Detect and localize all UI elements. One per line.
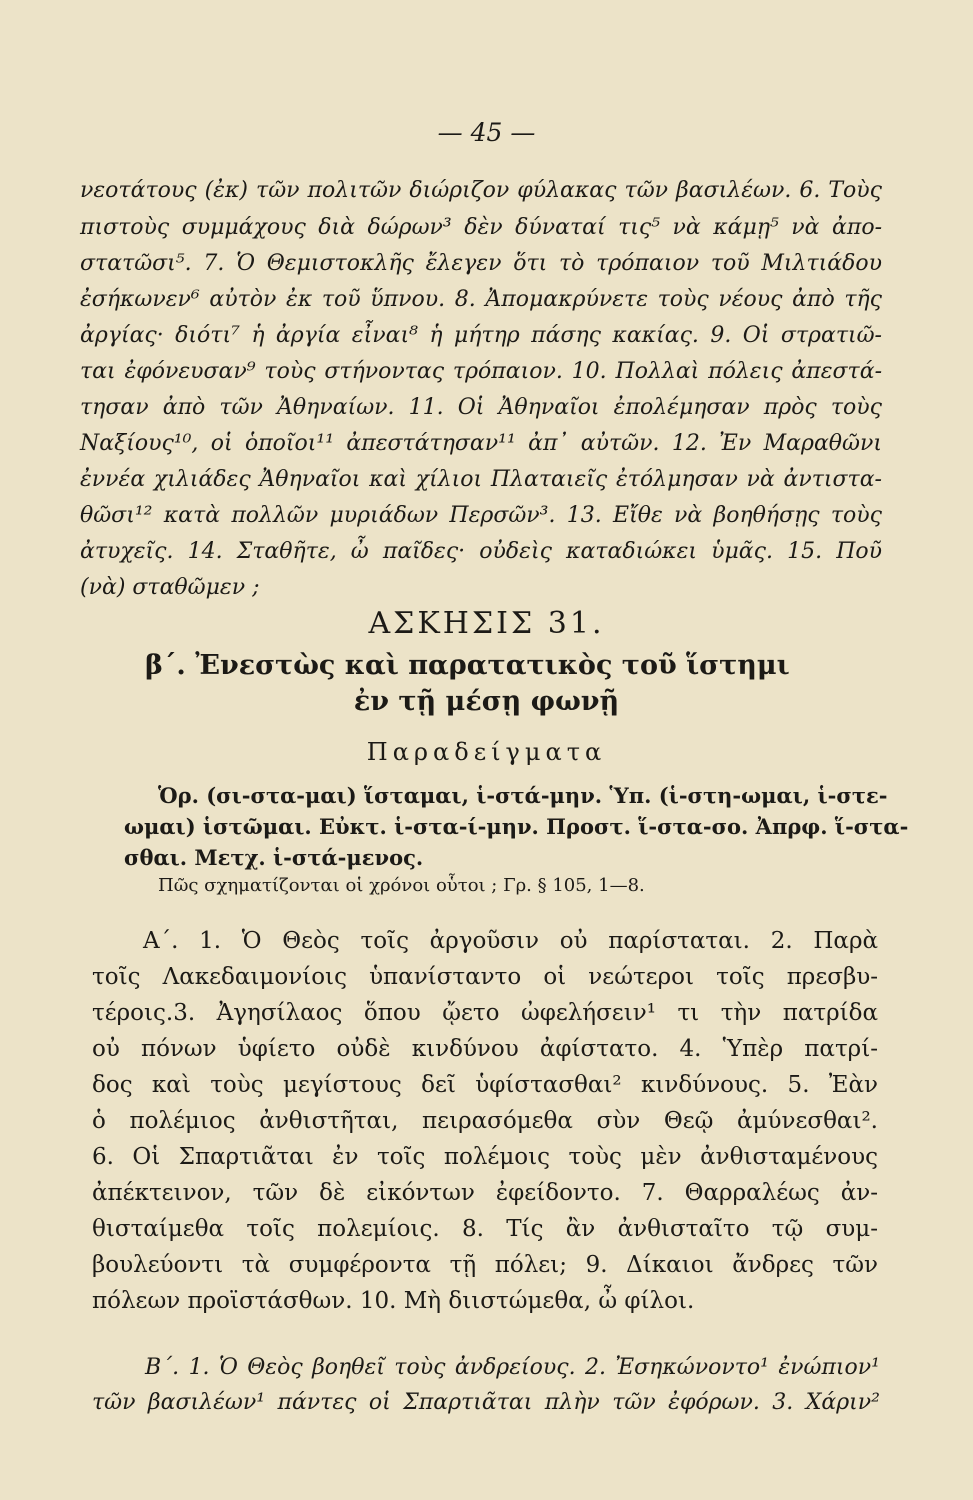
examples-heading: Παραδείγματα: [366, 738, 607, 766]
exercise-line: θισταίμεθα τοῖς πολεμίοις. 8. Τίς ἂν ἀνθισταῖτο τῷ συμ-: [92, 1216, 878, 1242]
exercise-line: Β΄. 1. Ὁ Θεὸς βοηθεῖ τοὺς ἀνδρείους. 2. Ἐσηκώνοντο¹ ἐνώπιον¹: [145, 1355, 880, 1380]
exercise-line: τῶν βασιλέων¹ πάντες οἱ Σπαρτιᾶται πλὴν τῶν ἐφόρων. 3. Χάριν²: [92, 1390, 880, 1415]
exercise-line: βουλεύοντι τὰ συμφέροντα τῇ πόλει; 9. Δίκαιοι ἄνδρες τῶν: [92, 1252, 878, 1278]
text-line: θῶσι¹² κατὰ πολλῶν μυριάδων Περσῶν³. 13. Εἴθε νὰ βοηθήσῃς τοὺς: [80, 503, 882, 528]
text-line: Ναξίους¹⁰, οἱ ὁποῖοι¹¹ ἀπεστάτησαν¹¹ ἀπ᾽ αὐτῶν. 12. Ἐν Μαραθῶνι: [80, 431, 882, 456]
text-line: ἐσήκωνεν⁶ αὐτὸν ἐκ τοῦ ὕπνου. 8. Ἀπομακρύνετε τοὺς νέους ἀπὸ τῆς: [80, 287, 882, 312]
exercise-line: ὁ πολέμιος ἀνθιστῆται, πειρασόμεθα σὺν Θεῷ ἀμύνεσθαι².: [92, 1108, 878, 1134]
exercise-line: δος καὶ τοὺς μεγίστους δεῖ ὑφίστασθαι² κινδύνους. 5. Ἐὰν: [92, 1072, 878, 1098]
text-line: ἐννέα χιλιάδες Ἀθηναῖοι καὶ χίλιοι Πλαταιεῖς ἐτόλμησαν νὰ ἀντιστα-: [80, 467, 882, 492]
text-line: (νὰ) σταθῶμεν ;: [80, 575, 260, 600]
exercise-line: 6. Οἱ Σπαρτιᾶται ἐν τοῖς πολέμοις τοὺς μὲν ἀνθισταμένους: [92, 1144, 878, 1170]
question-line: Πῶς σχηματίζονται οἱ χρόνοι οὗτοι ; Γρ. § 105, 1—8.: [158, 875, 645, 896]
exercise-line: ἀπέκτεινον, τῶν δὲ εἰκόντων ἐφείδοντο. 7. Θαρραλέως ἀν-: [92, 1180, 878, 1206]
text-line: ται ἐφόνευσαν⁹ τοὺς στήνοντας τρόπαιον. 10. Πολλαὶ πόλεις ἀπεστά-: [80, 359, 882, 384]
section-heading: β΄. Ἐνεστὼς καὶ παρατατικὸς τοῦ ἵστημι: [145, 650, 790, 681]
page-number: — 45 —: [437, 118, 536, 147]
text-line: στατῶσι⁵. 7. Ὁ Θεμιστοκλῆς ἔλεγεν ὅτι τὸ τρόπαιον τοῦ Μιλτιάδου: [80, 251, 882, 276]
exercise-line: τοῖς Λακεδαιμονίοις ὑπανίσταντο οἱ νεώτεροι τοῖς πρεσβυ-: [92, 964, 878, 990]
example-line: σθαι. Μετχ. ἱ-στά-μενος.: [124, 845, 424, 870]
exercise-line: τέροις.3. Ἀγησίλαος ὅπου ᾤετο ὠφελήσειν¹ τι τὴν πατρίδα: [92, 1000, 878, 1026]
text-line: πιστοὺς συμμάχους διὰ δώρων³ δὲν δύναταί τις⁵ νὰ κάμῃ⁵ νὰ ἀπο-: [80, 215, 882, 240]
exercise-line: Α΄. 1. Ὁ Θεὸς τοῖς ἀργοῦσιν οὐ παρίσταται. 2. Παρὰ: [143, 928, 878, 954]
example-line: ωμαι) ἱστῶμαι. Εὐκτ. ἱ-στα-ί-μην. Προστ. ἵ-στα-σο. Ἀπρφ. ἵ-στα-: [124, 814, 909, 839]
section-heading-sub: ἐν τῇ μέσῃ φωνῇ: [353, 686, 620, 717]
text-line: ἀτυχεῖς. 14. Σταθῆτε, ὦ παῖδες· οὐδεὶς καταδιώκει ὑμᾶς. 15. Ποῦ: [80, 539, 882, 564]
exercise-title: ΑΣΚΗΣΙΣ 31.: [368, 606, 605, 641]
exercise-line: οὐ πόνων ὑφίετο οὐδὲ κινδύνου ἀφίστατο. 4. Ὑπὲρ πατρί-: [92, 1036, 878, 1062]
text-line: νεοτάτους (ἐκ) τῶν πολιτῶν διώριζον φύλακας τῶν βασιλέων. 6. Τοὺς: [80, 178, 882, 203]
exercise-line: πόλεων προϊστάσθων. 10. Μὴ διιστώμεθα, ὦ φίλοι.: [92, 1288, 695, 1314]
text-line: ἀργίας· διότι⁷ ἡ ἀργία εἶναι⁸ ἡ μήτηρ πάσης κακίας. 9. Οἱ στρατιῶ-: [80, 323, 882, 348]
example-line: Ὁρ. (σι-στα-μαι) ἵσταμαι, ἱ-στά-μην. Ὑπ. (ἱ-στη-ωμαι, ἱ-στε-: [158, 783, 888, 808]
text-line: τησαν ἀπὸ τῶν Ἀθηναίων. 11. Οἱ Ἀθηναῖοι ἐπολέμησαν πρὸς τοὺς: [80, 395, 882, 420]
